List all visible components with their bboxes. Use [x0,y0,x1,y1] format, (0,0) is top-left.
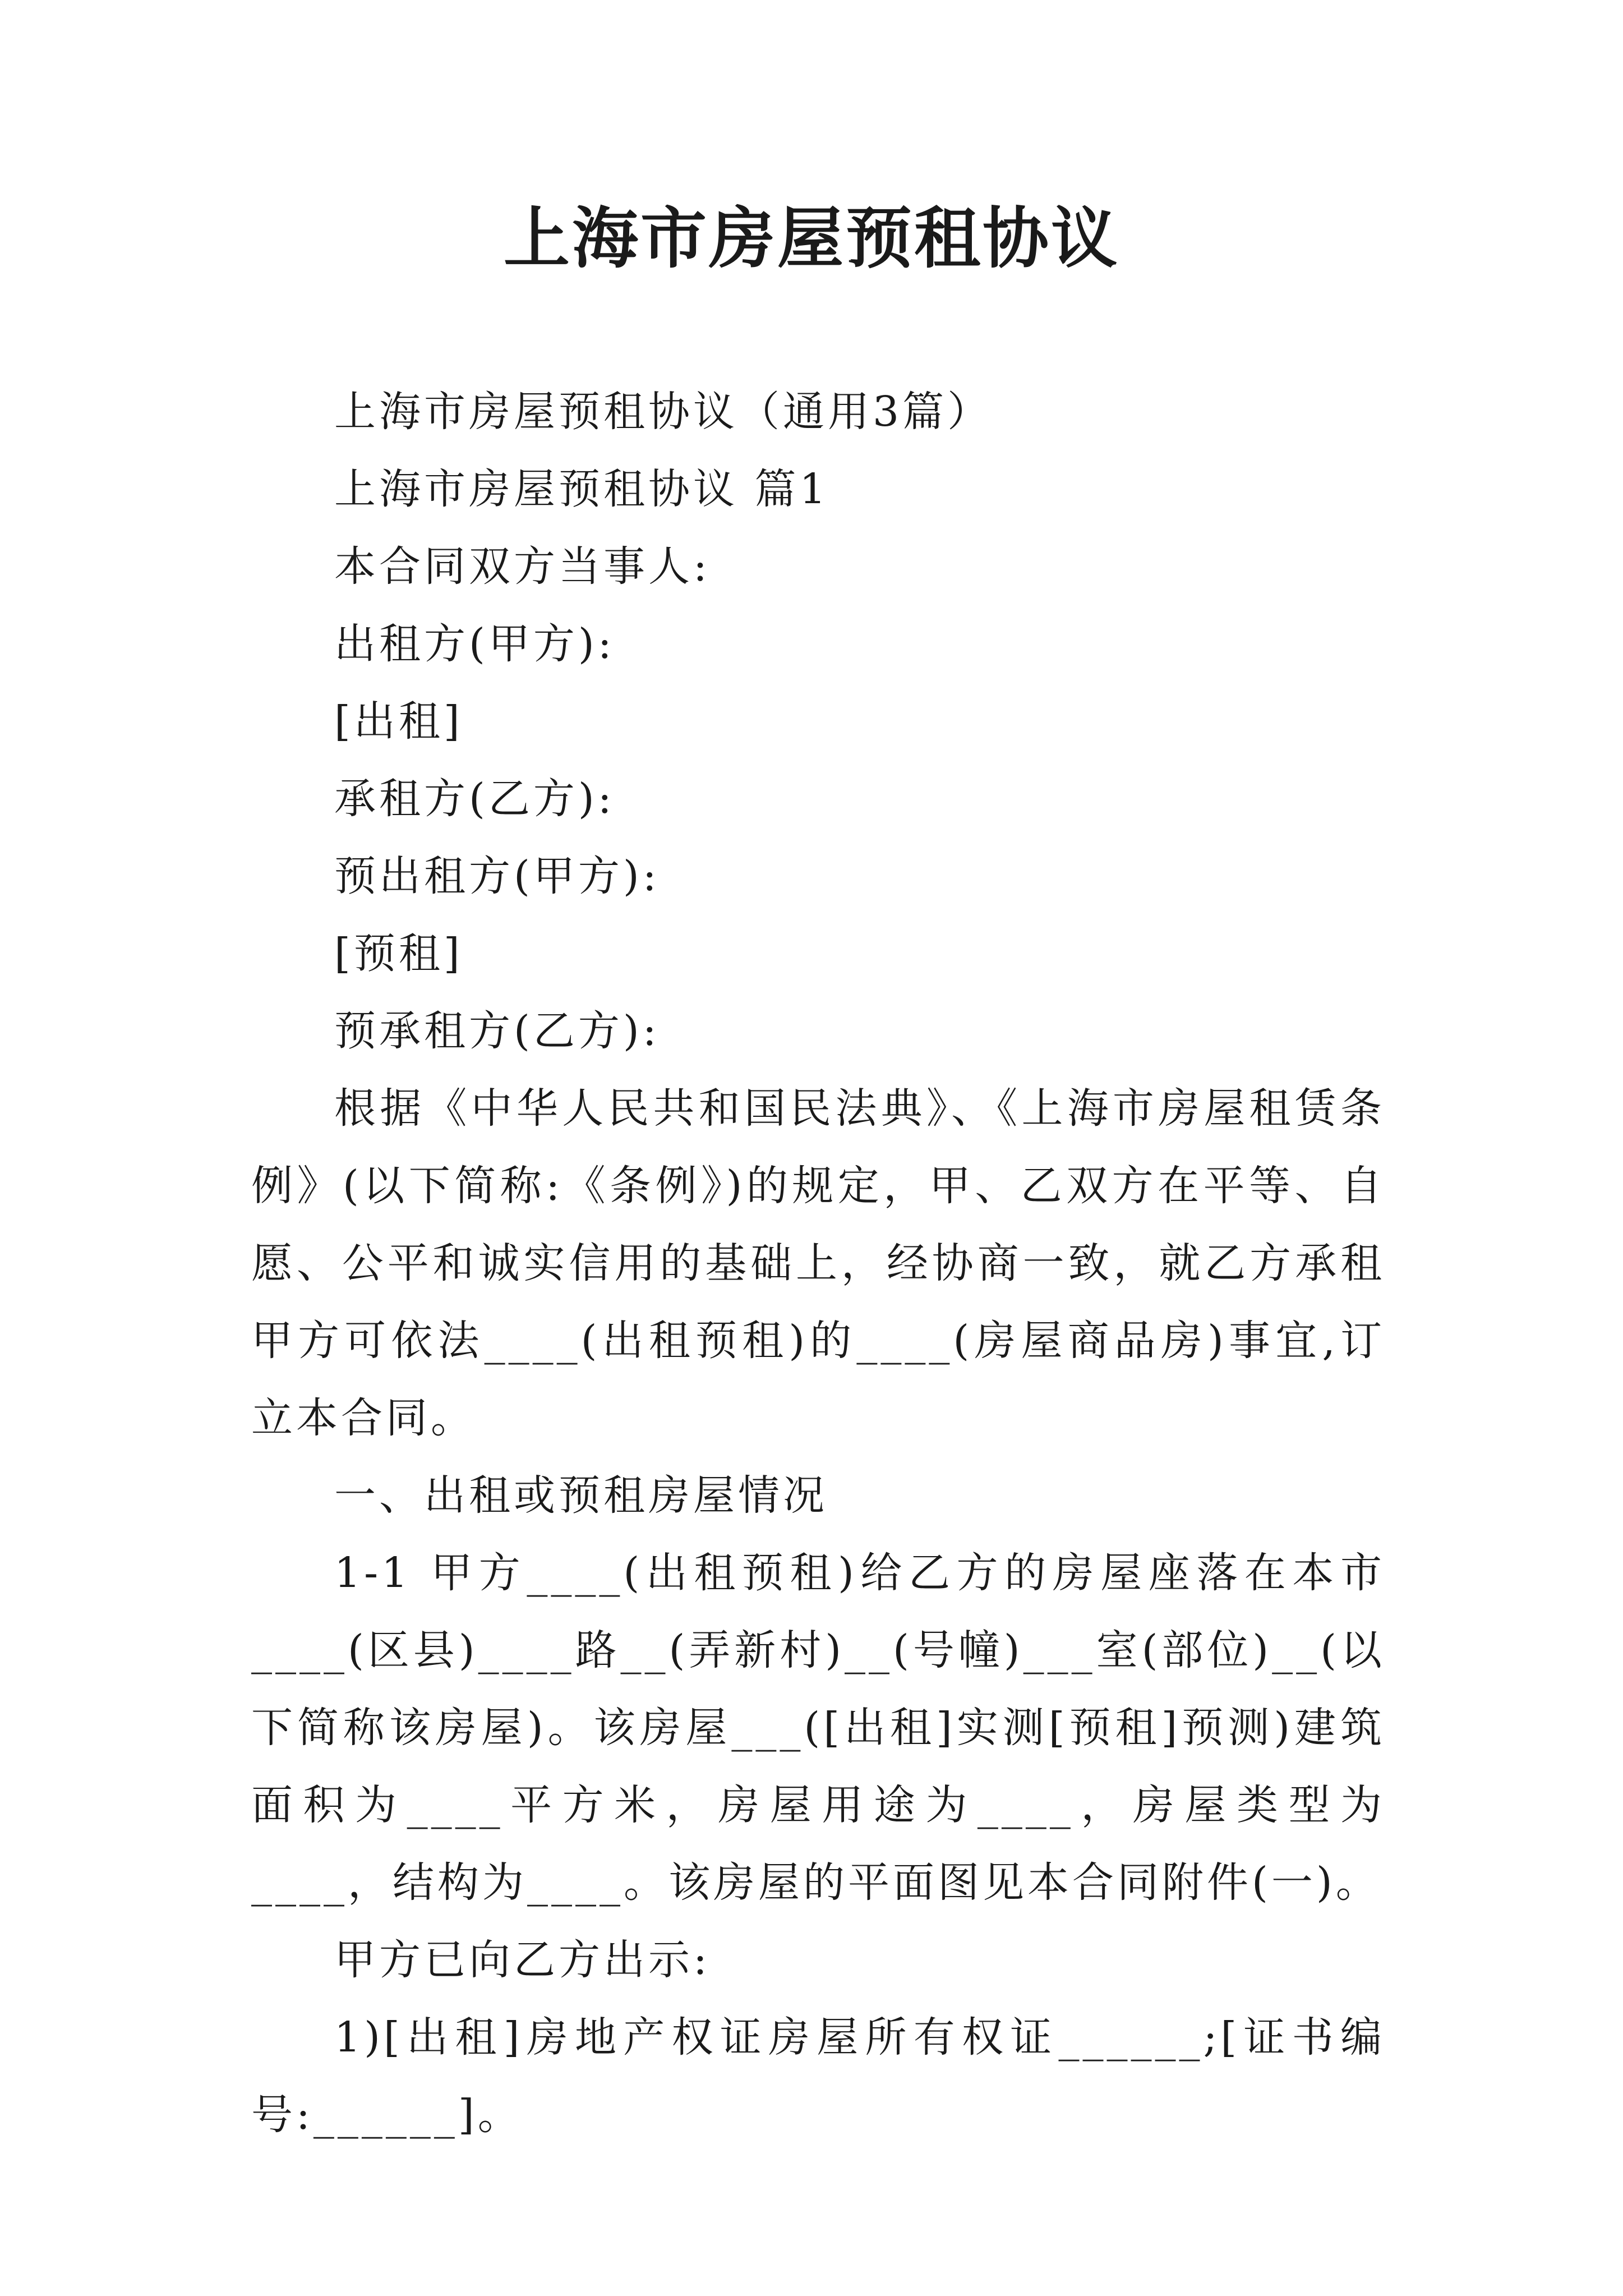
paragraph-prelease-tag: [预租] [334,930,463,978]
paragraph-subtitle: 上海市房屋预租协议（通用3篇） [334,388,993,436]
paragraph-lessor: 出租方(甲方): [334,620,615,668]
paragraph-lessee: 承租方(乙方): [334,775,615,823]
paragraph-legal-basis: 根据《中华人民共和国民法典》、《上海市房屋租赁条例》(以下简称:《条例》)的规定，甲、乙双方在平等、自愿、公平和诚实信用的基础上，经协商一致，就乙方承租甲方可依法____(出租预租)的____(房屋商品房)事宜,订立本合同。 [251,1084,1385,1442]
paragraph-shown: 甲方已向乙方出示: [334,1936,711,1984]
paragraph-lease-tag: [出租] [334,697,463,746]
paragraph-pre-lessor: 预出租方(甲方): [334,852,660,900]
paragraph-parties: 本合同双方当事人: [334,542,711,591]
paragraph-clause-1-1: 1-1 甲方____(出租预租)给乙方的房屋座落在本市____(区县)____路__(弄新村)__(号幢)___室(部位)__(以下简称该房屋)。该房屋___([出租]实测[预租]预测)建筑面积为____平方米，房屋用途为____，房屋类型为____，结构为____。该房屋的平面图见本合同附件(一)。 [251,1549,1385,1907]
document-title: 上海市房屋预租协议 [503,199,1119,277]
paragraph-certificate: 1)[出租]房地产权证房屋所有权证______;[证书编号:______]。 [251,2013,1385,2139]
paragraph-section-heading: 上海市房屋预租协议 篇1 [334,465,829,513]
document-body [251,373,1385,2154]
paragraph-pre-lessee: 预承租方(乙方): [334,1007,660,1055]
paragraph-article-1-heading: 一、出租或预租房屋情况 [334,1471,828,1520]
